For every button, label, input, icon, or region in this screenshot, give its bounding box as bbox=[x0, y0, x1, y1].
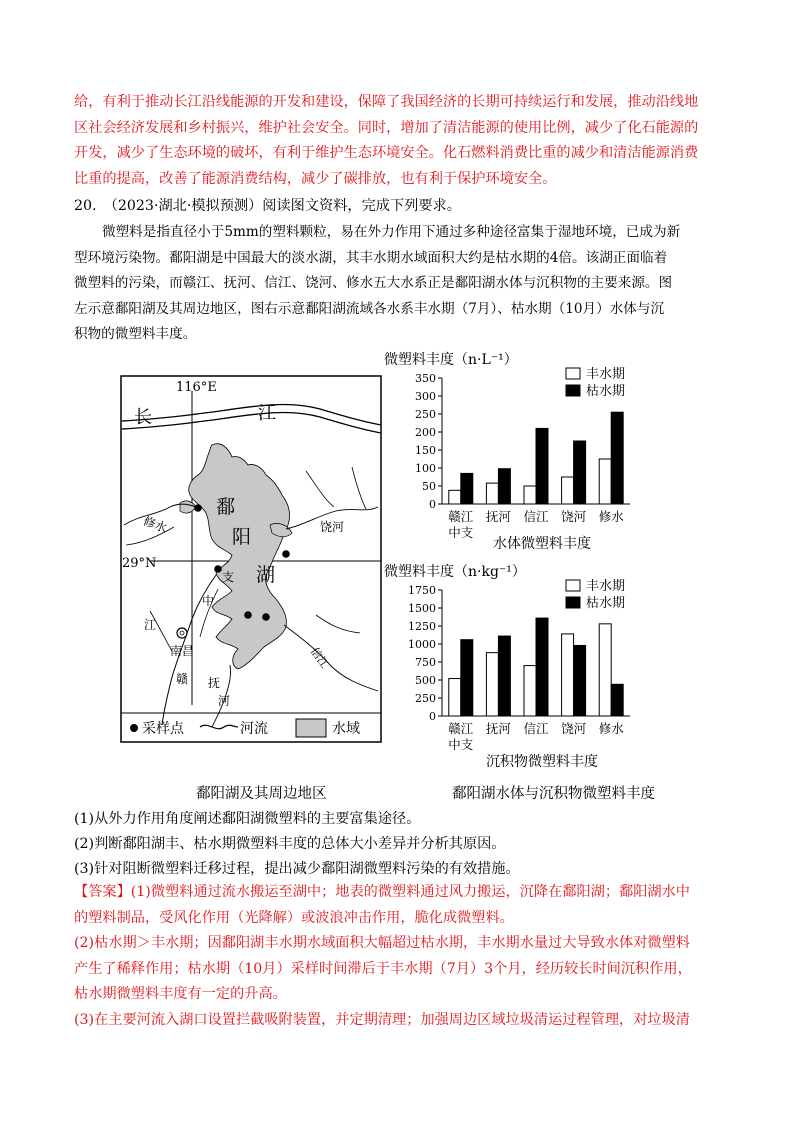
bar-dry-season bbox=[574, 645, 586, 716]
bar-wet-season bbox=[449, 679, 461, 716]
map-label-changjiang: 江 bbox=[258, 403, 276, 424]
bar-wet-season bbox=[599, 459, 611, 504]
intro-line: 左示意鄱阳湖及其周边地区，图右示意鄱阳湖流域各水系丰水期（7月）、枯水期（10月）水体与沉 bbox=[74, 300, 665, 317]
legend-swatch bbox=[566, 580, 580, 591]
y-tick-label: 300 bbox=[415, 390, 436, 403]
y-tick-label: 350 bbox=[415, 372, 436, 385]
x-tick-label: 饶河 bbox=[561, 721, 587, 736]
x-tick-label: 饶河 bbox=[561, 509, 587, 524]
bar-wet-season bbox=[599, 624, 611, 716]
legend-swatch bbox=[566, 368, 580, 379]
sampling-point bbox=[282, 550, 290, 558]
bar-dry-season bbox=[611, 412, 623, 504]
map-label-xinjiang: 信江 bbox=[307, 645, 332, 671]
x-tick-label: 赣江 bbox=[448, 509, 474, 524]
legend-label: 枯水期 bbox=[586, 384, 626, 399]
top-answer-block bbox=[74, 90, 726, 192]
sub-question-3: (3)针对阻断微塑料迁移过程，提出减少鄱阳湖微塑料污染的有效措施。 bbox=[74, 861, 520, 877]
y-tick-label: 250 bbox=[415, 692, 436, 705]
legend-river-label: 河流 bbox=[240, 721, 268, 737]
answer-line: 产生了稀释作用；枯水期（10月）采样时间滞后于丰水期（7月）3个月，经历较长时间沉积作用， bbox=[74, 960, 692, 977]
map-label-he: 河 bbox=[218, 694, 231, 708]
chart-ylabel: 微塑料丰度（n·kg⁻¹） bbox=[384, 564, 526, 580]
question-header-text: 20. （2023·湖北·模拟预测）阅读图文资料，完成下列要求。 bbox=[74, 198, 461, 214]
y-tick-label: 0 bbox=[429, 498, 436, 511]
top-answer-line: 开发，减少了生态环境的破坏，有利于维护生态环境安全。化石燃料消费比重的减少和清洁能源消费 bbox=[74, 145, 699, 161]
x-tick-label: 修水 bbox=[598, 721, 624, 736]
legend-swatch bbox=[566, 385, 580, 396]
answer-line: 的塑料制品，受风化作用（光降解）或波浪冲击作用，脆化成微塑料。 bbox=[74, 909, 514, 926]
chart-title: 水体微塑料丰度 bbox=[493, 536, 591, 552]
map-label-jiang: 江 bbox=[144, 618, 157, 632]
top-answer-line: 区社会经济发展和乡村振兴，维护社会安全。同时，增加了清洁能源的使用比例，减少了化石能源的 bbox=[74, 119, 699, 136]
bar-dry-season bbox=[498, 469, 510, 504]
intro-line: 型环境污染物。鄱阳湖是中国最大的淡水湖，其丰水期水域面积大约是枯水期的4倍。该湖正面临着 bbox=[74, 249, 668, 266]
bar-wet-season bbox=[524, 486, 536, 504]
sub-question-1: (1)从外力作用角度阐述鄱阳湖微塑料的主要富集途径。 bbox=[74, 811, 421, 827]
chart-water bbox=[380, 348, 720, 558]
intro-line: 微塑料是指直径小于5mm的塑料颗粒，易在外力作用下通过多种途径富集于湿地环境，已成为新 bbox=[102, 224, 681, 240]
map-label-zhong: 中 bbox=[202, 594, 215, 608]
legend-label: 丰水期 bbox=[586, 579, 626, 594]
map-label-raohe: 饶河 bbox=[320, 520, 345, 534]
x-tick-label: 中支 bbox=[448, 737, 474, 752]
map-label-gan: 赣 bbox=[176, 672, 189, 686]
y-tick-label: 750 bbox=[415, 656, 436, 669]
map-label-fu: 抚 bbox=[208, 676, 221, 690]
y-tick-label: 250 bbox=[415, 408, 436, 421]
bar-dry-season bbox=[536, 428, 548, 504]
question-header bbox=[74, 194, 726, 220]
chart-title: 沉积物微塑料丰度 bbox=[486, 754, 598, 770]
x-tick-label: 信江 bbox=[523, 721, 549, 736]
map-label-lake: 湖 bbox=[256, 564, 276, 586]
bar-wet-season bbox=[486, 483, 498, 504]
map-label-zhi: 支 bbox=[222, 570, 235, 584]
y-tick-label: 100 bbox=[415, 462, 436, 475]
poyang-map bbox=[120, 375, 382, 743]
answer-line: (3)在主要河流入湖口设置拦截吸附装置，并定期清理；加强周边区域垃圾清运过程管理，对垃圾清 bbox=[74, 1011, 690, 1028]
x-tick-label: 信江 bbox=[523, 509, 549, 524]
y-tick-label: 50 bbox=[422, 480, 436, 493]
map-label-changjiang: 长 bbox=[134, 407, 152, 428]
legend-sample-icon bbox=[130, 724, 138, 732]
y-tick-label: 1500 bbox=[408, 602, 436, 615]
bar-dry-season bbox=[461, 473, 473, 504]
x-tick-label: 赣江 bbox=[448, 721, 474, 736]
chart-sediment-svg bbox=[380, 560, 720, 776]
chart-caption: 鄱阳湖水体与沉积物微塑料丰度 bbox=[452, 786, 655, 802]
sampling-point bbox=[194, 504, 202, 512]
bar-wet-season bbox=[449, 490, 461, 504]
map-label-lake: 阳 bbox=[232, 526, 252, 548]
bar-dry-season bbox=[461, 640, 473, 716]
sampling-point bbox=[262, 613, 270, 621]
map-label-nanchang: 南昌 bbox=[170, 644, 195, 658]
question-intro bbox=[74, 220, 730, 348]
intro-line: 积物的微塑料丰度。 bbox=[74, 326, 197, 343]
bar-wet-season bbox=[524, 666, 536, 716]
legend-sample-label: 采样点 bbox=[142, 721, 184, 737]
bar-wet-season bbox=[486, 653, 498, 716]
x-tick-label: 抚河 bbox=[485, 509, 511, 524]
x-tick-label: 修水 bbox=[598, 509, 624, 524]
answer-block bbox=[74, 880, 726, 1033]
map-label-xiushui: 修水 bbox=[141, 513, 169, 536]
y-tick-label: 0 bbox=[429, 710, 436, 723]
legend-label: 丰水期 bbox=[586, 367, 626, 382]
sampling-point bbox=[214, 565, 222, 573]
answer-line: 枯水期微塑料丰度有一定的升高。 bbox=[74, 986, 287, 1002]
intro-line: 微塑料的污染，而赣江、抚河、信江、饶河、修水五大水系正是鄱阳湖水体与沉积物的主要来源。图 bbox=[74, 275, 673, 292]
bar-wet-season bbox=[562, 634, 574, 716]
answer-line: 【答案】(1)微塑料通过流水搬运至湖中；地表的微塑料通过风力搬运，沉降在鄱阳湖；鄱阳湖水中 bbox=[74, 884, 690, 900]
y-tick-label: 500 bbox=[415, 674, 436, 687]
map-label-lake: 鄱 bbox=[216, 496, 236, 518]
map-caption: 鄱阳湖及其周边地区 bbox=[196, 786, 327, 802]
map-latitude-label: 29°N bbox=[122, 556, 157, 571]
answer-line: (2)枯水期＞丰水期；因鄱阳湖丰水期水域面积大幅超过枯水期，丰水期水量过大导致水体对微塑料 bbox=[74, 935, 690, 951]
legend-label: 枯水期 bbox=[586, 596, 626, 611]
bar-dry-season bbox=[611, 684, 623, 716]
legend-water-icon bbox=[296, 719, 326, 737]
bar-dry-season bbox=[574, 441, 586, 504]
top-answer-line: 比重的提高，改善了能源消费结构，减少了碳排放，也有利于保护环境安全。 bbox=[74, 170, 557, 187]
bar-wet-season bbox=[562, 477, 574, 504]
map-longitude-label: 116°E bbox=[176, 380, 217, 395]
bar-dry-season bbox=[536, 618, 548, 716]
chart-water-svg bbox=[380, 348, 720, 558]
bar-dry-season bbox=[498, 636, 510, 716]
y-tick-label: 1000 bbox=[408, 638, 436, 651]
y-tick-label: 150 bbox=[415, 444, 436, 457]
legend-swatch bbox=[566, 597, 580, 608]
sub-question-2: (2)判断鄱阳湖丰、枯水期微塑料丰度的总体大小差异并分析其原因。 bbox=[74, 836, 506, 852]
top-answer-line: 给，有利于推动长江沿线能源的开发和建设，保障了我国经济的长期可持续运行和发展，推动沿线地 bbox=[74, 94, 699, 110]
sampling-point bbox=[244, 611, 252, 619]
x-tick-label: 抚河 bbox=[485, 721, 511, 736]
x-tick-label: 中支 bbox=[448, 525, 474, 540]
map-svg bbox=[120, 375, 382, 743]
chart-sediment bbox=[380, 560, 720, 776]
y-tick-label: 1250 bbox=[408, 620, 436, 633]
y-tick-label: 200 bbox=[415, 426, 436, 439]
y-tick-label: 1750 bbox=[408, 584, 436, 597]
legend-water-label: 水域 bbox=[332, 721, 360, 737]
chart-ylabel: 微塑料丰度（n·L⁻¹） bbox=[384, 352, 518, 368]
